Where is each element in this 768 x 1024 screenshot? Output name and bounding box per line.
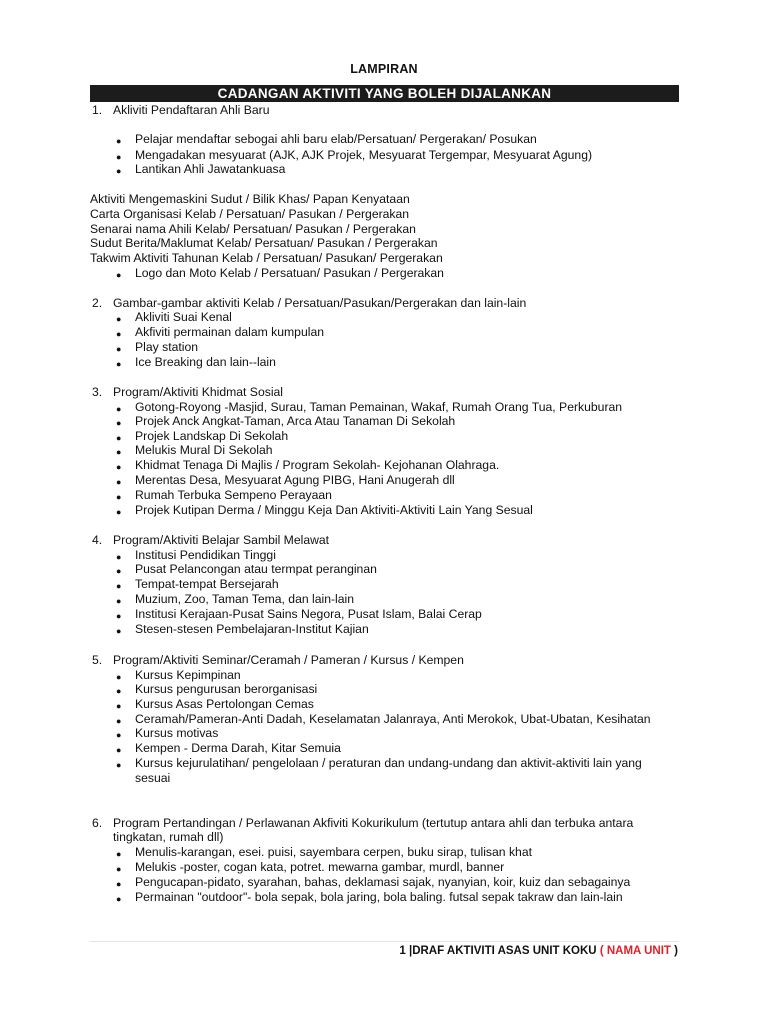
footer-unit-name: NAMA UNIT (606, 945, 671, 957)
list-item: Kursus kejurulatihan/ pengelolaan / peraturan dan undang-undang dan aktivit-aktiviti lain yang (135, 756, 642, 770)
list-item: Melukis -poster, cogan kata, potret. mewarna gambar, murdl, banner (135, 860, 505, 874)
list-item: Ice Breaking dan lain--lain (135, 355, 276, 369)
list-item: Institusi Kerajaan-Pusat Sains Negora, Pusat Islam, Balai Cerap (135, 607, 482, 621)
text-line: Takwim Aktiviti Tahunan Kelab / Persatuan/ Pasukan/ Pergerakan (90, 251, 443, 265)
section-number: 3. (92, 385, 103, 399)
bullet-icon: ● (116, 359, 122, 369)
bullet-icon: ● (116, 404, 122, 414)
list-item: Muzium, Zoo, Taman Tema, dan lain-lain (135, 592, 355, 606)
bullet-icon: ● (116, 879, 122, 889)
bullet-icon: ● (116, 626, 122, 636)
footer-separator: | (408, 945, 413, 957)
list-item: Akfiviti permainan dalam kumpulan (135, 325, 324, 339)
bullet-icon: ● (116, 716, 122, 726)
footer-text: DRAF AKTIVITI ASAS UNIT KOKU (412, 945, 597, 957)
bullet-icon: ● (116, 418, 122, 428)
page-number: 1 (399, 945, 406, 957)
bullet-icon: ● (116, 477, 122, 487)
page-footer (399, 945, 678, 957)
bullet-icon: ● (116, 507, 122, 517)
list-item: Permainan "outdoor"- bola sepak, bola jaring, bola baling. futsal sepak takraw dan lain-lain (135, 890, 623, 904)
list-item: Projek Landskap Di Sekolah (135, 429, 289, 443)
bullet-icon: ● (116, 566, 122, 576)
text-line: Senarai nama Ahili Kelab/ Persatuan/ Pasukan / Pergerakan (90, 222, 416, 236)
section-number: 5. (92, 653, 103, 667)
bullet-icon: ● (116, 344, 122, 354)
section-number: 6. (92, 816, 103, 830)
list-item: Kursus Kepimpinan (135, 668, 241, 682)
bullet-icon: ● (116, 760, 122, 770)
text-line: Sudut Berita/Maklumat Kelab/ Persatuan/ Pasukan / Pergerakan (90, 236, 438, 250)
list-item: Kursus pengurusan berorganisasi (135, 682, 318, 696)
list-item: Pusat Pelancongan atau termpat peranginan (135, 562, 377, 576)
section-title: Program Pertandingan / Perlawanan Akfiviti Kokurikulum (tertutup antara ahli dan terbuka antara (113, 816, 634, 830)
text-line: Aktiviti Mengemaskini Sudut / Bilik Khas/ Papan Kenyataan (90, 192, 410, 206)
section-title: Program/Aktiviti Belajar Sambil Melawat (113, 533, 330, 547)
bullet-icon: ● (116, 270, 122, 280)
list-item: Merentas Desa, Mesyuarat Agung PIBG, Hani Anugerah dll (135, 473, 455, 487)
list-item: Projek Kutipan Derma / Minggu Keja Dan Aktiviti-Aktiviti Lain Yang Sesual (135, 503, 533, 517)
list-item: Khidmat Tenaga Di Majlis / Program Sekolah- Kejohanan Olahraga. (135, 458, 500, 472)
bullet-icon: ● (116, 552, 122, 562)
bullet-icon: ● (116, 314, 122, 324)
list-item: Institusi Pendidikan Tinggi (135, 548, 276, 562)
section-title-continuation: tingkatan, rumah dll) (113, 830, 224, 844)
bullet-icon: ● (116, 849, 122, 859)
bullet-icon: ● (116, 864, 122, 874)
bullet-icon: ● (116, 596, 122, 606)
section-number: 2. (92, 296, 103, 310)
text-line: Carta Organisasi Kelab / Persatuan/ Pasukan / Pergerakan (90, 207, 410, 221)
list-item: Kursus Asas Pertolongan Cemas (135, 697, 314, 711)
section-title: Program/Aktiviti Seminar/Ceramah / Pameran / Kursus / Kempen (113, 653, 464, 667)
bullet-icon: ● (116, 447, 122, 457)
section-number: 4. (92, 533, 103, 547)
list-item: Kempen - Derma Darah, Kitar Semuia (135, 741, 341, 755)
page-heading: LAMPIRAN (350, 62, 418, 76)
bullet-icon: ● (116, 166, 122, 176)
bullet-icon: ● (116, 701, 122, 711)
list-item: Gotong-Royong -Masjid, Surau, Taman Pemainan, Wakaf, Rumah Orang Tua, Perkuburan (135, 400, 623, 414)
list-item: Akliviti Suai Kenal (135, 310, 232, 324)
list-item: Rumah Terbuka Sempeno Perayaan (135, 488, 332, 502)
list-item: Stesen-stesen Pembelajaran-Institut Kajian (135, 622, 369, 636)
bullet-icon: ● (116, 329, 122, 339)
list-item: Pengucapan-pidato, syarahan, bahas, deklamasi sajak, nyanyian, koir, kuiz dan sebagainya (135, 875, 631, 889)
list-item: Play station (135, 340, 199, 354)
bullet-icon: ● (116, 581, 122, 591)
bullet-icon: ● (116, 136, 122, 146)
bullet-icon: ● (116, 730, 122, 740)
list-item: Kursus motivas (135, 726, 219, 740)
bullet-icon: ● (116, 894, 122, 904)
section-number: 1. (92, 103, 103, 117)
bullet-icon: ● (116, 686, 122, 696)
bullet-icon: ● (116, 672, 122, 682)
bullet-icon: ● (116, 462, 122, 472)
list-item: Menulis-karangan, esei. puisi, sayembara cerpen, buku sirap, tulisan khat (135, 845, 532, 859)
bullet-icon: ● (116, 611, 122, 621)
list-item: Pelajar mendaftar sebogai ahli baru elab/Persatuan/ Pergerakan/ Posukan (135, 132, 537, 146)
bullet-icon: ● (116, 433, 122, 443)
section-title: Gambar-gambar aktiviti Kelab / Persatuan/Pasukan/Pergerakan dan lain-lain (113, 296, 527, 310)
footer-divider (90, 941, 679, 942)
list-item-continuation: sesuai (135, 771, 171, 785)
list-item: Ceramah/Pameran-Anti Dadah, Keselamatan Jalanraya, Anti Merokok, Ubat-Ubatan, Kesihatan (135, 712, 651, 726)
list-item: Mengadakan mesyuarat (AJK, AJK Projek, Mesyuarat Tergempar, Mesyuarat Agung) (135, 148, 593, 162)
section-title: Akliviti Pendaftaran Ahli Baru (113, 103, 270, 117)
title-banner: CADANGAN AKTIVITI YANG BOLEH DIJALANKAN (90, 85, 679, 102)
list-item: Logo dan Moto Kelab / Persatuan/ Pasukan / Pergerakan (135, 266, 444, 280)
list-item: Melukis Mural Di Sekolah (135, 443, 273, 457)
bullet-icon: ● (116, 745, 122, 755)
section-title: Program/Aktiviti Khidmat Sosial (113, 385, 284, 399)
bullet-icon: ● (116, 492, 122, 502)
footer-unit-close: ) (674, 945, 678, 957)
list-item: Tempat-tempat Bersejarah (135, 577, 279, 591)
list-item: Lantikan Ahli Jawatankuasa (135, 162, 286, 176)
bullet-icon: ● (116, 152, 122, 162)
footer-unit-open: ( (599, 945, 604, 957)
list-item: Projek Anck Angkat-Taman, Arca Atau Tanaman Di Sekolah (135, 414, 456, 428)
